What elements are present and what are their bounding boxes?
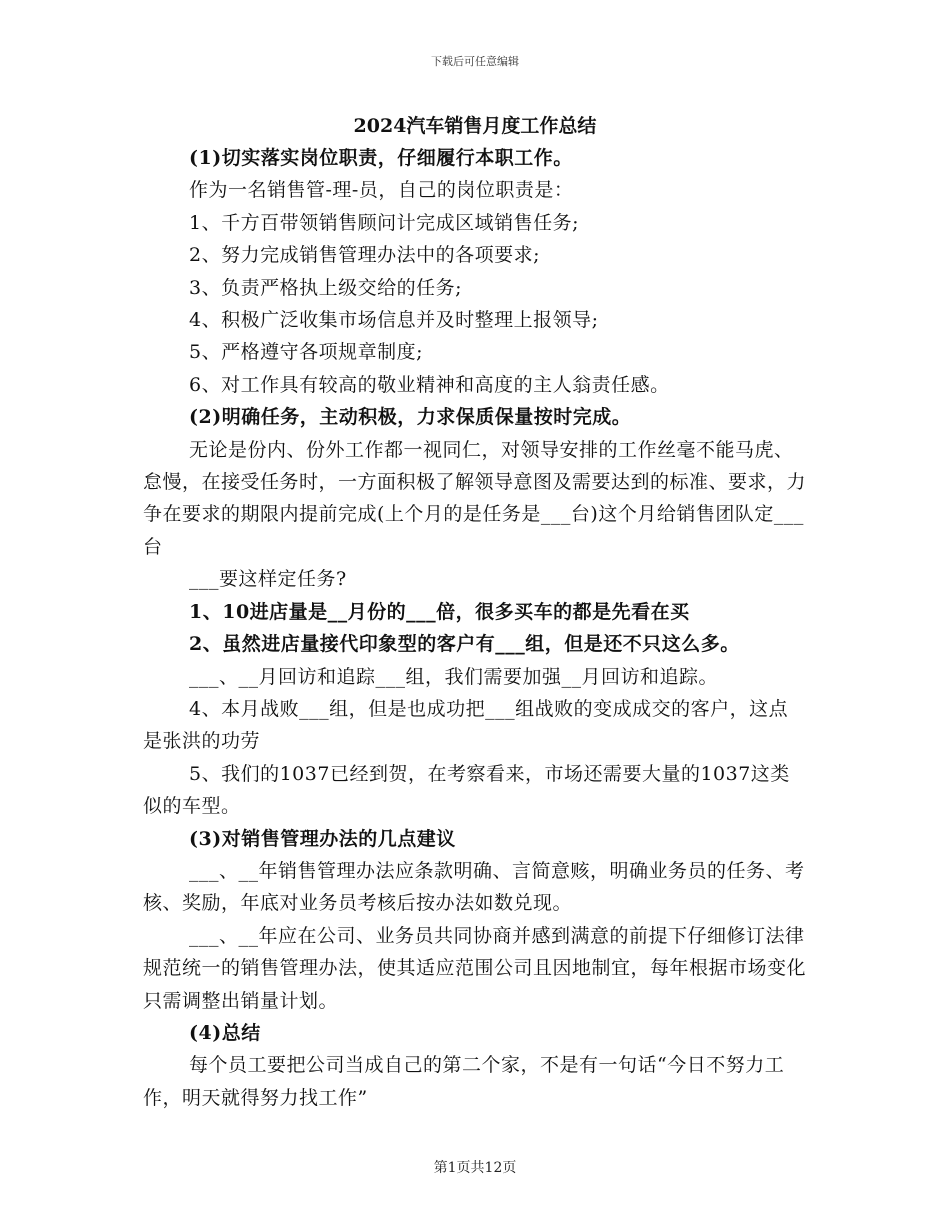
page-header: 下载后可任意编辑 bbox=[431, 55, 519, 68]
paragraph: ___要这样定任务? bbox=[189, 568, 347, 591]
paragraph: (2)明确任务，主动积极，力求保质保量按时完成。 bbox=[189, 406, 632, 429]
paragraph: (1)切实落实岗位职责，仔细履行本职工作。 bbox=[189, 147, 573, 169]
paragraph: 作为一名销售管-理-员，自己的岗位职责是： bbox=[189, 179, 574, 202]
paragraph: 3、负责严格执上级交给的任务; bbox=[189, 276, 462, 299]
paragraph: 1、千方百带领销售顾问计完成区域销售任务; bbox=[189, 211, 579, 234]
paragraph: 2、努力完成销售管理办法中的各项要求; bbox=[189, 244, 540, 267]
paragraph: 4、本月战败___组，但是也成功把___组战败的变成成交的客户，这点是张洪的功劳 bbox=[143, 697, 789, 753]
paragraph: 5、我们的1037已经到贺，在考察看来，市场还需要大量的1037这类似的车型。 bbox=[143, 762, 790, 818]
paragraph: 4、积极广泛收集市场信息并及时整理上报领导; bbox=[189, 309, 599, 332]
paragraph: ___、__月回访和追踪___组，我们需要加强__月回访和追踪。 bbox=[189, 665, 719, 688]
paragraph: 5、严格遵守各项规章制度; bbox=[189, 341, 423, 364]
paragraph: (3)对销售管理办法的几点建议 bbox=[189, 827, 456, 850]
paragraph: ___、__年销售管理办法应条款明确、言简意赅，明确业务员的任务、考核、奖励，年底对业务员考核后按办法如数兑现。 bbox=[143, 859, 805, 915]
paragraph: 6、对工作具有较高的敬业精神和高度的主人翁责任感。 bbox=[189, 373, 670, 396]
paragraph: 2、虽然进店量接代印象型的客户有___组，但是还不只这么多。 bbox=[189, 633, 740, 656]
paragraph-list bbox=[143, 142, 807, 1114]
document-title: 2024汽车销售月度工作总结 bbox=[353, 115, 597, 137]
document-body bbox=[143, 110, 807, 1114]
paragraph: 每个员工要把公司当成自己的第二个家，不是有一句话“今日不努力工作，明天就得努力找工作” bbox=[143, 1054, 785, 1109]
page-footer: 第1页共12页 bbox=[433, 1160, 517, 1176]
paragraph: 无论是份内、份外工作都一视同仁，对领导安排的工作丝毫不能马虎、怠慢，在接受任务时，一方面积极了解领导意图及需要达到的标准、要求，力争在要求的期限内提前完成(上个月的是任务是___台)这个月给销售团队定___台 bbox=[143, 438, 807, 558]
paragraph: 1、10进店量是__月份的___倍，很多买车的都是先看在买 bbox=[189, 600, 690, 623]
paragraph: (4)总结 bbox=[189, 1021, 261, 1044]
paragraph: ___、__年应在公司、业务员共同协商并感到满意的前提下仔细修订法律规范统一的销售管理办法，使其适应范围公司且因地制宜，每年根据市场变化只需调整出销量计划。 bbox=[143, 924, 807, 1012]
